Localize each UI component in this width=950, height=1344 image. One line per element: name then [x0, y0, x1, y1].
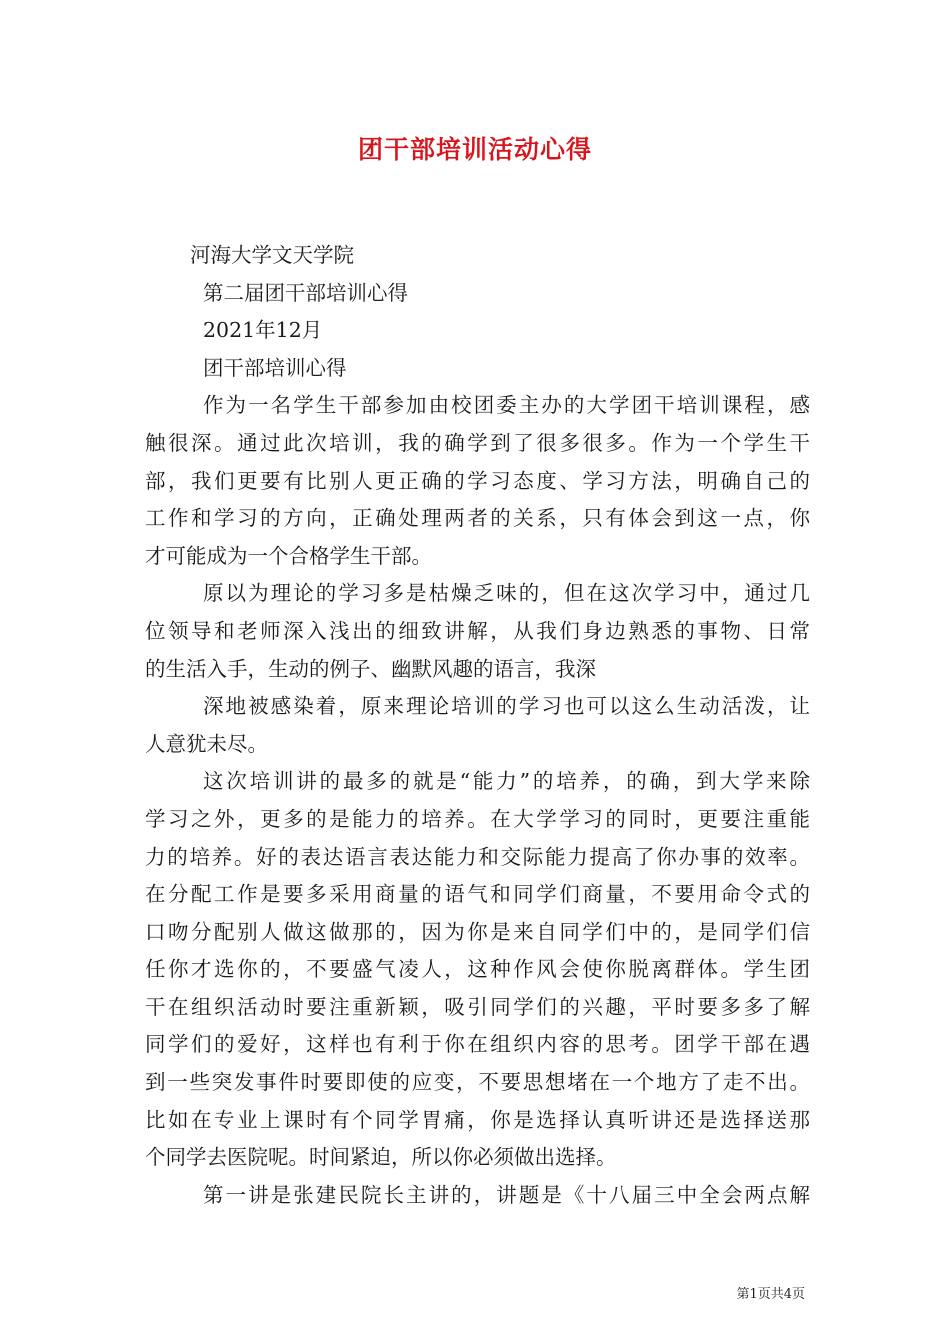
paragraph-line: 个同学去医院呢。时间紧迫，所以你必须做出选择。: [145, 1145, 617, 1170]
paragraph-line: 口吻分配别人做这做那的，因为你是来自同学们中的，是同学们信: [145, 919, 810, 944]
paragraph-line: 第一讲是张建民院长主讲的，讲题是《十八届三中全会两点解: [203, 1182, 810, 1207]
paragraph-line: 原以为理论的学习多是枯燥乏味的，但在这次学习中，通过几: [203, 581, 810, 606]
paragraph-line: 同学们的爱好，这样也有利于你在组织内容的思考。团学干部在遇: [145, 1032, 810, 1057]
paragraph-line: 的生活入手，生动的例子、幽默风趣的语言，我深: [145, 656, 596, 681]
paragraph-line: 才可能成为一个合格学生干部。: [145, 543, 432, 568]
header-line: 第二届团干部培训心得: [203, 280, 408, 305]
paragraph-line: 在分配工作是要多采用商量的语气和同学们商量，不要用命令式的: [145, 882, 810, 907]
page-title: 团干部培训活动心得: [357, 135, 592, 164]
paragraph-line: 人意犹未尽。: [145, 731, 268, 756]
paragraph-line: 位领导和老师深入浅出的细致讲解，从我们身边熟悉的事物、日常: [145, 618, 810, 643]
paragraph-line: 工作和学习的方向，正确处理两者的关系，只有体会到这一点，你: [145, 506, 810, 531]
paragraph-line: 部，我们更要有比别人更正确的学习态度、学习方法，明确自己的: [145, 468, 810, 493]
paragraph-line: 到一些突发事件时要即使的应变，不要思想堵在一个地方了走不出。: [145, 1070, 810, 1095]
paragraph-line: 作为一名学生干部参加由校团委主办的大学团干培训课程，感: [203, 393, 810, 418]
paragraph-line: 学习之外，更多的是能力的培养。在大学学习的同时，更要注重能: [145, 806, 810, 831]
paragraph-line: 干在组织活动时要注重新颖，吸引同学们的兴趣，平时要多多了解: [145, 994, 810, 1019]
header-line: 2021年12月: [203, 318, 323, 343]
paragraph-line: 触很深。通过此次培训，我的确学到了很多很多。作为一个学生干: [145, 430, 810, 455]
paragraph-line: 深地被感染着，原来理论培训的学习也可以这么生动活泼，让: [203, 694, 810, 719]
paragraph-line: 任你才选你的，不要盛气凌人，这种作风会使你脱离群体。学生团: [145, 957, 810, 982]
document-body: [145, 237, 810, 1214]
header-line: 河海大学文天学院: [190, 243, 354, 267]
paragraph-line: 力的培养。好的表达语言表达能力和交际能力提高了你办事的效率。: [145, 844, 810, 869]
header-line: 团干部培训心得: [203, 355, 347, 380]
paragraph-line: 比如在专业上课时有个同学胃痛，你是选择认真听讲还是选择送那: [145, 1107, 810, 1132]
page-number: 第1页共4页: [736, 1287, 805, 1302]
paragraph-line: 这次培训讲的最多的就是“能力”的培养，的确，到大学来除: [203, 769, 810, 794]
